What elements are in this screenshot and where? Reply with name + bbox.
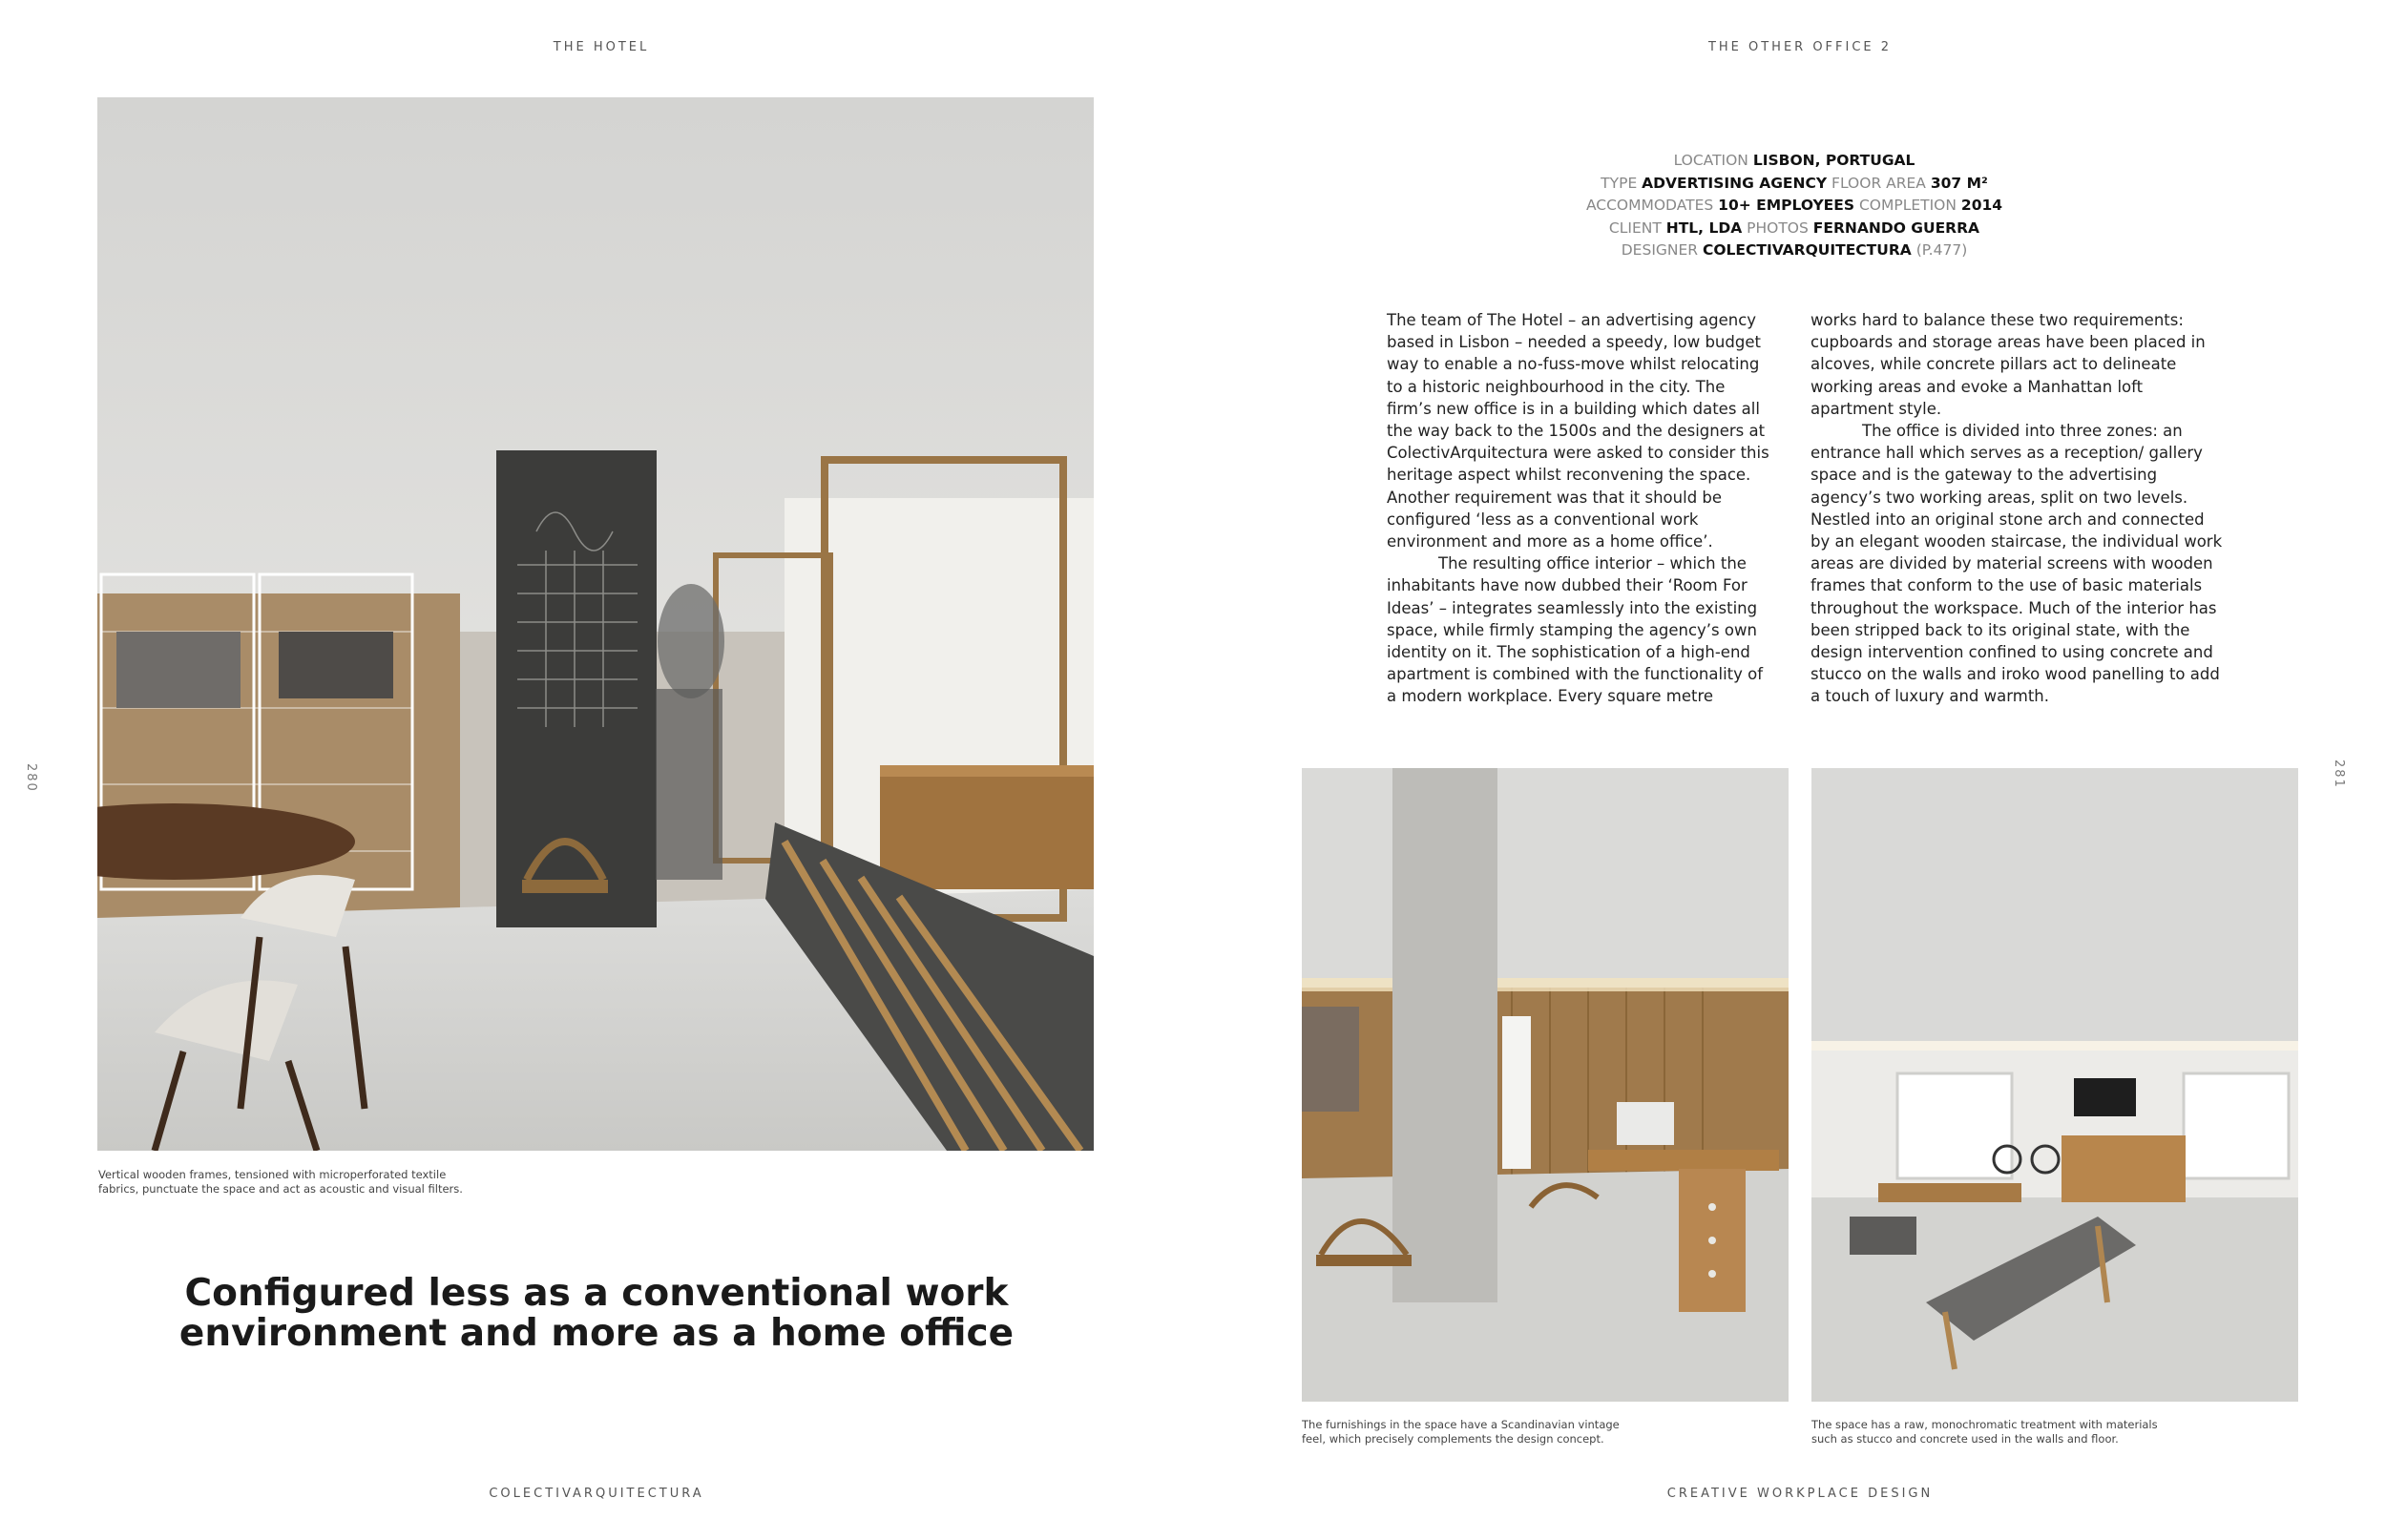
project-info-line <box>1489 218 2100 240</box>
designer-label: DESIGNER <box>1621 241 1699 259</box>
project-info-line <box>1489 173 2100 196</box>
caption-line: such as stucco and concrete used in the walls and floor. <box>1811 1432 2119 1446</box>
photo-scandinavian-furnishings <box>1302 768 1789 1402</box>
photo-monochromatic-space <box>1811 768 2298 1402</box>
project-info-line <box>1489 195 2100 218</box>
pull-quote <box>153 1274 1040 1354</box>
running-head-right: THE OTHER OFFICE 2 <box>1707 40 1893 54</box>
photos-value: FERNANDO GUERRA <box>1812 219 1980 237</box>
pull-quote-line: environment and more as a home office <box>178 1312 1015 1355</box>
accommodates-label: ACCOMMODATES <box>1585 197 1714 214</box>
caption-line: feel, which precisely complements the design concept. <box>1302 1432 1604 1446</box>
client-label: CLIENT <box>1608 219 1662 237</box>
project-info <box>1489 150 2100 262</box>
body-column-2 <box>1810 309 2223 708</box>
running-head-left: THE HOTEL <box>553 40 650 54</box>
main-photo <box>97 97 1094 1151</box>
main-photo-caption <box>98 1168 633 1197</box>
completion-label: COMPLETION <box>1858 197 1957 214</box>
body-column-1 <box>1387 309 1770 708</box>
body-paragraph: The team of The Hotel – an advertising agency based in Lisbon – needed a speedy, low budget way to enable a no-fuss-move whilst relocating to a historic neighbourhood in the city. The firm’s new office is in a building which dates all the way back to the 1500s and the designers at ColectivArquitectura were asked to consider this heritage aspect whilst reconvening the space. Another requirement was that it should be configured ‘less as a conventional work environment and more as a home office’. <box>1387 311 1769 551</box>
location-value: LISBON, PORTUGAL <box>1752 152 1915 169</box>
project-info-line <box>1489 150 2100 173</box>
caption-line: The space has a raw, monochromatic treatment with materials <box>1811 1418 2158 1431</box>
project-info-line <box>1489 239 2100 262</box>
photo2-caption <box>1302 1418 1779 1446</box>
pull-quote-line: Configured less as a conventional work <box>184 1272 1009 1315</box>
body-paragraph: works hard to balance these two requirements: cupboards and storage areas have been placed in alcoves, while concrete pillars act to delineate working areas and evoke a Manhattan loft apartment style. <box>1810 311 2206 418</box>
accommodates-value: 10+ EMPLOYEES <box>1718 197 1855 214</box>
designer-value: COLECTIVARQUITECTURA <box>1703 241 1912 259</box>
footer-left: COLECTIVARQUITECTURA <box>489 1487 704 1501</box>
client-value: HTL, LDA <box>1665 219 1743 237</box>
type-label: TYPE <box>1601 174 1638 192</box>
caption-line: fabrics, punctuate the space and act as acoustic and visual filters. <box>98 1182 463 1196</box>
page-number-left: 280 <box>24 763 38 793</box>
floor-area-label: FLOOR AREA <box>1831 174 1926 192</box>
caption-line: The furnishings in the space have a Scandinavian vintage <box>1302 1418 1620 1431</box>
floor-area-value: 307 M² <box>1930 174 1988 192</box>
footer-right: CREATIVE WORKPLACE DESIGN <box>1666 1487 1934 1501</box>
photo3-caption <box>1811 1418 2289 1446</box>
completion-value: 2014 <box>1960 197 2003 214</box>
location-label: LOCATION <box>1673 152 1748 169</box>
caption-line: Vertical wooden frames, tensioned with microperforated textile <box>98 1168 447 1181</box>
designer-page-ref: (P.477) <box>1915 241 1968 259</box>
type-value: ADVERTISING AGENCY <box>1642 174 1828 192</box>
photos-label: PHOTOS <box>1747 219 1809 237</box>
page-number-right: 281 <box>2332 760 2346 789</box>
body-paragraph: The office is divided into three zones: an entrance hall which serves as a reception/ gallery space and is the gateway to the advertising agency’s two working areas, split on two levels. Nestled into an original stone arch and connected by an elegant wooden staircase, the individual work areas are divided by material screens with wooden frames that conform to the use of basic materials throughout the workspace. Much of the interior has been stripped back to its original state, with the design intervention confined to using concrete and stucco on the walls and iroko wood panelling to add a touch of luxury and warmth. <box>1810 422 2223 706</box>
body-paragraph: The resulting office interior – which the inhabitants have now dubbed their ‘Room For Ideas’ – integrates seamlessly into the existing space, while firmly stamping the agency’s own identity on it. The sophistication of a high-end apartment is combined with the functionality of a modern workplace. Every square metre <box>1387 554 1764 706</box>
